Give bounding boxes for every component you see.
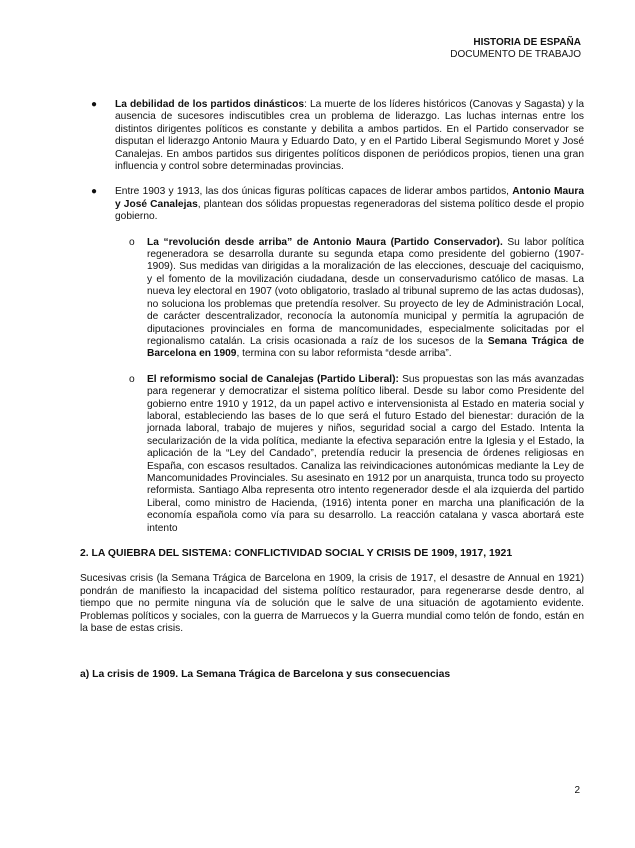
sub-list-item xyxy=(129,236,585,361)
document-body xyxy=(80,99,584,682)
sub-bullet-bold-tail: Semana Trágica de Barcelona en 1909 xyxy=(147,335,584,360)
list-item xyxy=(80,186,584,223)
circle-bullet-icon: o xyxy=(129,373,135,385)
header-title: HISTORIA DE ESPAÑA xyxy=(473,37,581,48)
sub-bullet-text-end: , termina con su labor reformista “desde arriba”. xyxy=(236,348,452,360)
bullet-icon: ● xyxy=(91,99,98,110)
sub-list-item xyxy=(129,373,584,535)
bullet-text: : La muerte de los líderes históricos (Canovas y Sagasta) y la ausencia de sucesores indiscutibles crea un problema de liderazgo. Las luchas internas entre los distintos dirigentes políticos es constante y debilita a ambos partidos. En el Partido conservador se disputan el liderazgo Antonio Maura y Eduardo Dato, y en el Partido Liberal Segismundo Moret y José Canalejas. En ambos partidos sus dirigentes políticos disponen de periódicos propios, tienen una gran influencia y control sobre determinadas provincias. xyxy=(115,99,584,173)
circle-bullet-icon: o xyxy=(129,236,135,248)
sub-bullet-bold-lead: La “revolución desde arriba” de Antonio Maura (Partido Conservador). xyxy=(147,236,503,248)
section-heading: 2. LA QUIEBRA DEL SISTEMA: CONFLICTIVIDAD SOCIAL Y CRISIS DE 1909, 1917, 1921 xyxy=(80,548,513,559)
bullet-bold-lead: La debilidad de los partidos dinásticos xyxy=(115,99,305,110)
sub-bullet-bold-lead: El reformismo social de Canalejas (Partido Liberal): xyxy=(147,373,399,385)
section-paragraph: Sucesivas crisis (la Semana Trágica de Barcelona en 1909, la crisis de 1917, el desastre de Annual en 1921) pondrán de manifiesto la incapacidad del sistema político restaurador, para regenerarse desde dentro, al tiempo que no permite ninguna vía de solución que le salve de una situación de agotamiento evidente. Problemas políticos y sociales, con la guerra de Marruecos y la Guerra mundial como telón de fondo, están en la base de estas crisis. xyxy=(80,573,584,635)
bullet-icon: ● xyxy=(91,186,98,198)
header-subtitle: DOCUMENTO DE TRABAJO xyxy=(450,49,581,60)
bullet-text-before: Entre 1903 y 1913, las dos únicas figuras políticas capaces de liderar ambos partidos, xyxy=(115,186,513,198)
sub-bullet-text: Sus propuestas son las más avanzadas para regenerar y democratizar el sistema político liberal. Desde su labor como Presidente del gobierno entre 1910 y 1912, da un papel activo e intervensionista al Estado en materia social y laboral, estableciendo las bases de lo que será el futuro Estado del bienestar: duración de la jornada laboral, trabajo de mujeres y niños, seguridad social a cargo del Estado. Intenta la secularización de la vida política, mediante la efectiva separación entre la Iglesia y el Estado, la aplicación de la “Ley del Candado”, pretendía reducir la presencia de órdenes religiosas en España, con escasos resultados. Canaliza las reivindicaciones autonómicas mediante la Ley de Mancomunidades Provinciales. Su asesinato en 1912 por un anarquista, trunca todo su proyecto reformista. Santiago Alba representa otro intento regenerador desde el ala izquierda del partido Liberal, como ministro de Hacienda, (1916) intenta poner en marcha una planificación de la economía española como vía para su desarrollo. La reacción catalana y vasca abortará este intento xyxy=(147,373,584,534)
bullet-text-after: , plantean dos sólidas propuestas regeneradoras del sistema político desde el propio gobierno. xyxy=(115,198,584,223)
page-number: 2 xyxy=(574,785,580,796)
list-item xyxy=(80,99,584,173)
page-header xyxy=(450,37,581,61)
bullet-bold-mid: Antonio Maura y José Canalejas xyxy=(115,186,584,210)
sub-bullet-text: Su labor política regeneradora se desarrolla durante su segunda etapa como presidente del gobierno (1907-1909). Sus medidas van dirigidas a la moralización de las elecciones, descuaje del caciquismo, y el fomento de la movilización ciudadana, desde un conservadurismo católico de masas. La nueva ley electoral en 1907 (voto obligatorio, traslado al tribunal supremo de las actas dudosas), no soluciona los problemas que pretendía resolver. Su proyecto de ley de Administración Local, de carácter descentralizador, reconocía la autonomía municipal y permitía la agrupación de diputaciones provinciales en forma de mancomunidades, especialmente solicitadas por el regionalismo catalán. La crisis ocasionada a raíz de los sucesos de la xyxy=(147,236,585,347)
subsection-heading: a) La crisis de 1909. La Semana Trágica de Barcelona y sus consecuencias xyxy=(80,669,451,681)
